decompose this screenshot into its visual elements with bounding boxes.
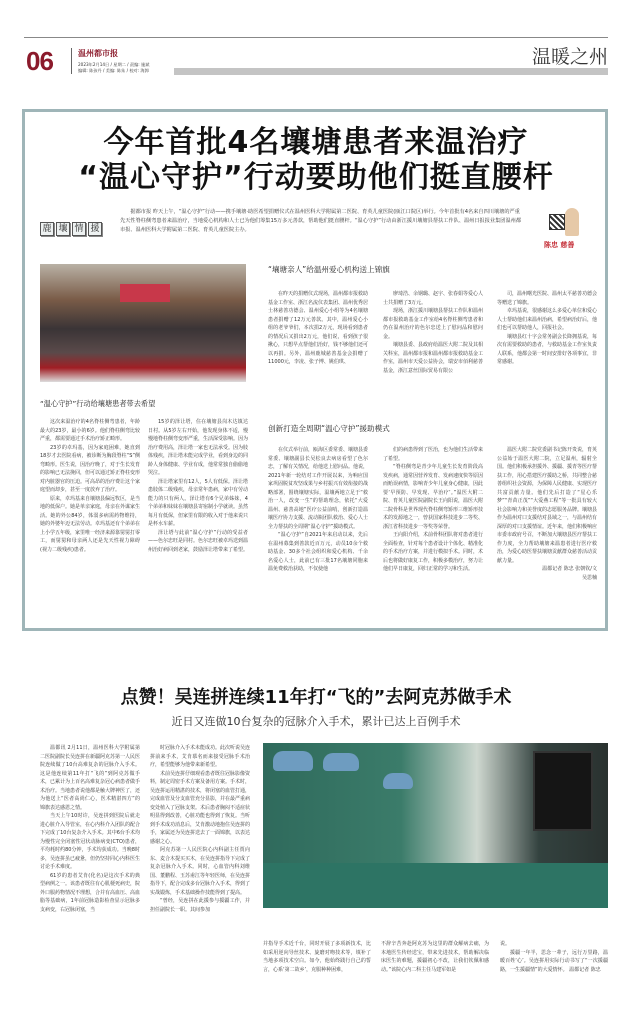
- header-separator: [71, 48, 72, 74]
- paragraph: 廖琦浩、余钢璐、赵宇、张春娟等爱心人士共捐赠了3万元。: [383, 291, 484, 306]
- surgery-photo: [263, 743, 608, 908]
- paper-name: 温州都市报: [78, 49, 118, 58]
- paragraph: 司，温州曙光医院、温州太平慈善功德会等赠送了锦旗。: [497, 291, 598, 306]
- story1-subhead-2: 创新打造全周期“温心守护”援助模式: [268, 424, 390, 433]
- story1-column-4: [383, 290, 483, 375]
- paragraph: 23岁的卓玛基，因为家庭困难，她直到18岁才去医院看病，被诊断为胸段脊柱“S”侧弯畸形。医生说，因治疗晚了，对于生长发育的影响已无法挽回，但可以通过矫正脊柱变形对内脏器官的压迫。可高昂的治疗费让这个家庭望而却步，甚至一度放弃了治疗。: [40, 444, 141, 493]
- paragraph: 不辞辛苦奔赴阿克苏为这里的群众解病去痛，为本地医生传经送宝，带来先进技术，帮助解决临床医生的难题，援疆初心不改，让我们钦佩和感动。”该院心内二科主任马建军如是: [381, 941, 489, 973]
- tag-char: 情: [72, 222, 86, 236]
- byline: 温都记者 陈忠 张朝钦/文: [542, 566, 597, 572]
- story1-headline-line2: “温心守护”行动要助他们挺直腰杆: [78, 160, 554, 195]
- reporter-brand: 陈忠 慈善: [544, 241, 575, 249]
- paragraph: 援疆一年半，思念一辈子，远行万里路，温暖百姓‘心’。吴连拼用实际行动书写了“一次援疆路，一生援疆情”的大爱情怀。 温都记者 陈忠: [500, 949, 608, 973]
- tag-char: 鹿: [40, 222, 54, 236]
- paragraph: “温心守护”自2021年来启动以来，先后在温州募集到善款近百万元，动员10余个救助基金、30多个社会组织和爱心机构、千余名爱心人士，此前已有三批17名壤塘同胞来温免费救治获助，不仅使他: [268, 532, 368, 572]
- story2-column-1: [40, 744, 140, 914]
- paragraph: 这次来温治疗的4名脊柱侧弯患者，年龄最大的23岁，最小的6岁。他们脊柱侧弯比较严重，都需要通过手术治疗矫正畸形。: [40, 419, 140, 442]
- story1-column-7: [383, 446, 483, 574]
- qr-code-icon[interactable]: [549, 214, 565, 230]
- paragraph: 王向阳介绍，术前骨科团队将对患者进行全面检查，针对每个患者设计个体化、精准化的手术治疗方案，并进行模拟手术。同时，术后也将做好康复工作，积极多模治疗，努力让他们早日康复，回归正常的学习和生活。: [383, 532, 484, 572]
- ceremony-banner: [120, 284, 170, 302]
- story2-column-2: [150, 744, 250, 914]
- paragraph: 温医大附二院党委副书记陈开贵说，育英公益始于温医大附二院，立足温州，辐射全国。他们积极承担援外、援疆、援青等医疗帮扶工作，用心搭建医疗援助之桥，共同整合慈善组织社会资源，为保障人民健康、实现医疗共富贡献力量。他们先后打造了“星心乐梦”“青苗正茂”“大爱燕工程”等一批具有较大社会影响力和美誉度的志愿服务品牌。壤塘县作为温州对口支援结对县域之一，与温州结有深厚的对口支援情谊。近年来，他们积极响应市委市政府号召，不断加大壤塘县医疗帮扶工作力度，全力帮助壤塘来温患者进行医疗救治，为爱心助医帮扶壤塘贡献群众慈善活动贡献力量。: [497, 447, 598, 564]
- tag-char: 壤: [56, 222, 70, 236]
- story2-column-5: [500, 940, 608, 974]
- paragraph: 现场，浙江援川壤塘县帮扶工作队和温州都市报救助基金工作室给4名脊柱侧弯患者和仍在温州治疗的色尔忠送上了慰问品和慰问金。: [383, 308, 484, 340]
- paragraph: 在昨天的捐赠仪式现场，温州都市报救助基金工作室、浙江名流仪表集团、温州优秀居士林慈善功德会、温州爱心小组等为4名壤塘患者捐赠了12万元善款。其中，温州爱心小组的老爷爷们，本次捐2万元，现场看到患者的情况后又捐出2万元，他们说，看到孩子很揪心，只想早点帮他们治好，钱不够他们还可以再捐。另外，温州鹿城慈善基金会捐赠了11000元，李凌、张子博、姚伯琪、: [268, 291, 369, 365]
- paragraph: 原来，卓玛基来自壤塘县偏远牧区，是当地的低保户。她是单亲家庭，母亲在外谋家生活。她的外公84岁，体弱多病需药物维持，她的外婆年迈无法劳动。卓玛基还有个弟弟在上小学五年级，家里唯一经济来源靠舅舅打零工，而舅舅和母亲两人还是先天性视力障碍(视力二级残疾)患者。: [40, 495, 141, 553]
- paragraph: 15岁的泽让塔，住在壤塘县岗木达镇达日村。从5岁左右开始，他发现身体不适，慢慢地脊柱侧弯变形严重，生活深受影响。因为治疗费用高，泽让塔一家也无法承受。因为肢体残疾，泽让塔未能完成学业，看到身边的同龄人身体健康、学业有成，他常常独自偷偷地哭泣。: [148, 419, 249, 476]
- paragraph: 61岁的患者艾肯(化名)是这次手术的典型病例之一。该患者既往有心肌梗死病史，院外口服药物情况不理想，合并有高血压、高血脂等基础病，1年前冠脉造影检查显示冠脉多支病变，右冠脉闭塞，当: [40, 872, 141, 913]
- header-gray-bar: [174, 68, 608, 75]
- paragraph: 泽让塔与此前“温心守护”行动的受益者——色尔忠旺是同村。色尔忠旺被卓玛送到温州治好病回到老家，鼓励泽让塔带来了希望。: [148, 529, 249, 553]
- story1-column-8: [497, 446, 597, 582]
- surgeon-cap: [323, 753, 359, 771]
- byline: 吴思楠: [581, 574, 597, 581]
- section-title: 温暖之州: [531, 46, 608, 68]
- ceremony-photo: [40, 264, 246, 382]
- paragraph: 并指导手术近千台，同时开展了多项新技术，比如采用逆向导丝技术、旋磨对吻技术等，填补了当地多项技术空白。如今，他始终践行自己的誓言，心系‘第二故乡’，克服种种困难，: [263, 941, 371, 973]
- story1-subhead-1: “壤塘亲人”给温州爱心机构送上锦旗: [268, 265, 390, 274]
- surgeon-cap: [273, 751, 313, 771]
- paragraph: 阿克苏第一人民医院心内科副主任贾向东、麦合木提买买木，在吴连拼指导下完成了复杂冠脉介入手术。同时，心血管内科刘维国、董鹏程、玉苏甫江等年轻医师，在吴连拼指导下，配合完成多台冠脉介入手术，得到了实战锻炼，手术基础操作技能得到了提高。: [150, 847, 251, 896]
- issue-meta-line1: 2023年2月14日 / 星期二 / 责编: 施斌: [78, 62, 150, 67]
- paragraph: 时冠脉介入手术未能成功。此次听说吴连拼前来手术，艾肯慕名而来接受冠脉手术治疗，希望能够为他带来新希望。: [150, 745, 251, 768]
- story2-subheadline: 近日又连做10台复杂的冠脉介入手术，累计已达上百例手术: [171, 715, 461, 728]
- reporter-avatar-icon: [565, 208, 579, 236]
- paragraph: 术前吴连拼仔细观看患者既往冠脉影像资料，制定周密手术方案及备用方案。手术时，吴连拼运用精湛的技术，将闭塞的血管打通，完成血管及分支血管充分显影，并在最严重病变处植入了冠脉支架。术后患者胸闷不适症状明显得到改善，心脏功能也得到了恢复。当听到手术成功消息后，艾肯激动地抱住吴连拼的手，家属还为吴连拼送去了一面锦旗，以表达感谢之心。: [150, 770, 251, 845]
- paragraph: 们的病患得到了医治，也为他们生活带来了希望。: [383, 447, 484, 462]
- photo-caption: “温心守护”行动给壤塘患者带去希望: [40, 399, 156, 408]
- tag-char: 援: [88, 222, 102, 236]
- paragraph: 说。: [500, 941, 511, 947]
- story1-column-6: [268, 446, 368, 574]
- paragraph: 泽让塔家里有12人，5人有低保。泽让塔患肢体二级残疾，母亲常年患病，家中有劳动能力的只有两人。泽让塔有6个兄弟姊妹，4个弟弟和妹妹在壤塘县寄宿制小学就读。虽然每月有低保，但家里有限的收入对于他来说只是杯水车薪。: [148, 478, 249, 527]
- page-number: 06: [26, 46, 53, 76]
- paragraph: 在仪式举行前，瓯海区委常委、壤塘县委常委、壤塘副县长吴松良去病房看望了色尔忠，了解有关情况，给他送上慰问品。他说，2021年新一轮结对工作开展以来，为响应国家巩固脱贫攻坚成果与乡村振兴有效衔接的战略部署，围绕壤塘实际，温壤两地立足于“救治一人，改变一生”的帮助理念，依托“大爱温州、慈善高地”医疗公益前哨，创新打造温壤医疗协力支援、流动瓶团队救治、爱心人士全力帮扶的全周期“温心守护”援助模式。: [268, 447, 369, 530]
- issue-meta-line2: 编辑: 陈孩丹 / 美编: 陈朱 / 校对: 海卸: [78, 68, 149, 73]
- paragraph: “曾经，吴连拼在此援参与援疆工作，并担任副院长一职。其间参加: [150, 898, 250, 913]
- story1-column-5: [497, 290, 597, 367]
- story1-lead: 据都市报 昨天上午，“温心守护”行动——携手壤塘·助医希望捐赠仪式在温州医科大学附属第二医院、育英儿童医院(瓯江口院区)举行。今年首批有4名来自四川壤塘的严重先天性脊柱侧弯患者来温治疗，当地爱心机构和人士已为他们筹集15万多元善款，帮助他们挺直腰杆。“温心守护”行动由浙江援川壤塘县帮扶工作队、温州日报报业集团温州都市报、温州医科大学附属第二医院、育英儿童医院主办。: [120, 209, 522, 233]
- paragraph: 壤塘县红十字会常务副会长降拥基说，每次有需要救助的患者，与救助基金工作室负责人联系，他都会第一时间安排好各项事宜，非常感谢。: [497, 333, 598, 365]
- paragraph: 卓玛基说，很感谢这么多爱心单位和爱心人士帮助他们来温州治病，希望病治好后，他们也可以帮助他人，回报社会。: [497, 308, 598, 331]
- story1-column-2: [148, 418, 248, 554]
- surgeon-cap: [383, 773, 413, 789]
- column-tag: [40, 222, 102, 236]
- monitor: [533, 751, 593, 831]
- surgical-drape: [263, 863, 608, 908]
- story2-column-4: [381, 940, 489, 974]
- paragraph: 当天上午10时许，吴连拼到医院后就走进心脏介入导管室，在心内科介入团队的配合下完成了10台复杂介入手术。其中6台手术均为慢性完全闭塞性冠状动脉病变(CTO)患者，平均耗时约80分钟，手术均获成功。当晚8时多，吴连拼虽已疲惫，但仍坚持同心内科医生讨论手术难度。: [40, 813, 141, 870]
- paragraph: 温都讯 2月11日，温州医科大学附属第二医院副院长吴连拼在新疆阿克苏第一人民医院连续做了10台高难复杂的冠脉介入手术。这是他连续第11年打“飞的”到阿克苏做手术，已累计为上百名高难复杂冠心病患者做手术治疗。当地患者说他都是触大牌神医了，还为他送上“医者高尚仁心，医术精湛四方”的锦旗表达感恩之情。: [40, 745, 141, 811]
- story1-column-3: [268, 290, 368, 367]
- paragraph: “脊柱侧弯是青少年儿童生长发育阶段高发疾病，通常因营养发育、发病速度快等原因而贻误病情，影响青少年儿童身心健康，因此要‘早预防、早发现、早治疗’。”温医大附二院、育英儿童医院副院长王向阳说，温医大附二院骨科是世界现代脊柱侧弯矫形三维矫形技术的发源地之一，曾获国家科技进步二等奖、浙江省科技进步一等奖等荣誉。: [383, 464, 484, 530]
- header-rule: [24, 37, 608, 38]
- story2-headline: 点赞！吴连拼连续11年打“飞的”去阿克苏做手术: [120, 687, 512, 708]
- story1-column-1: [40, 418, 140, 554]
- story1-headline-line1: 今年首批4名壤塘患者来温治疗: [103, 125, 529, 160]
- paragraph: 壤塘县委、县政府给温医大附二院及其相关科室，温州都市报和温州都市报救助基金工作室，温州市天爱公益协会，瑞安市佰利慈善基金，浙江意丝国际贸易有限公: [383, 342, 484, 374]
- story2-column-3: [263, 940, 371, 974]
